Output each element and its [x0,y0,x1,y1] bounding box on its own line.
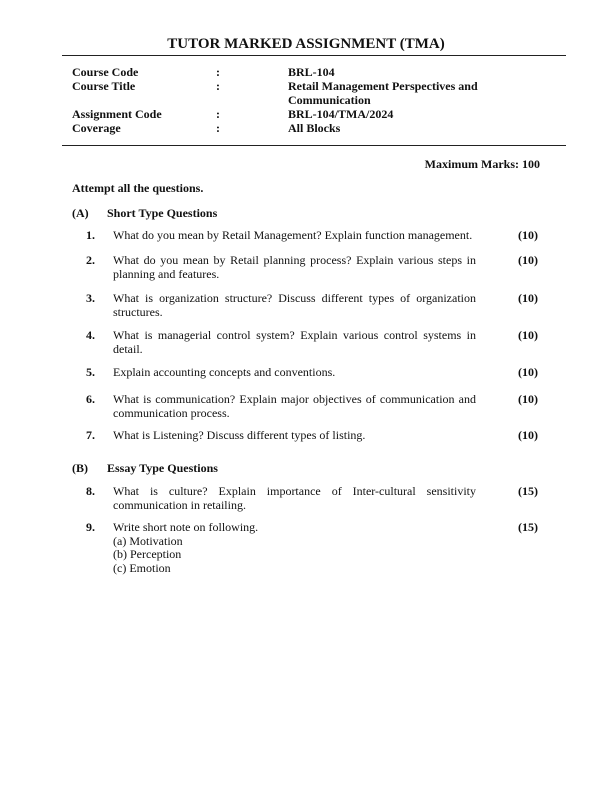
question-marks: (10) [518,228,538,242]
question-number: 5. [86,365,95,379]
question-text: What is culture? Explain importance of Inter-cultural sensitivity communication in retailing. [113,484,476,512]
colon: : [216,121,220,135]
colon: : [216,79,220,93]
coverage-label: Coverage [72,121,121,135]
question-marks: (15) [518,520,538,534]
colon: : [216,107,220,121]
question-number: 8. [86,484,95,498]
question-text: What is communication? Explain major objectives of communication and communication process. [113,392,476,420]
assignment-code-label: Assignment Code [72,107,162,121]
question-number: 7. [86,428,95,442]
question-8 [86,485,538,512]
sub-question-b: (b) Perception [113,547,182,561]
question-6 [86,393,538,420]
question-text: What is managerial control system? Explain various control systems in detail. [113,328,476,356]
course-code-value: BRL-104 [288,65,335,79]
top-divider [62,55,566,56]
question-text: What do you mean by Retail Management? Explain function management. [113,228,473,242]
course-code-label: Course Code [72,65,139,79]
question-marks: (10) [518,365,538,379]
section-b-letter: (B) [72,461,88,475]
question-1 [86,229,538,243]
question-3 [86,292,538,319]
course-info [72,65,552,135]
question-number: 1. [86,228,95,242]
section-b-heading [72,461,218,476]
question-2 [86,254,538,281]
question-text: What is organization structure? Discuss different types of organization structures. [113,291,476,319]
mid-divider [62,145,566,146]
question-number: 2. [86,253,95,267]
question-marks: (10) [518,253,538,267]
colon: : [216,65,220,79]
question-number: 4. [86,328,95,342]
question-5 [86,366,538,380]
course-title-label: Course Title [72,79,136,93]
section-b-title: Essay Type Questions [107,461,218,475]
question-marks: (10) [518,428,538,442]
sub-question-c: (c) Emotion [113,560,171,575]
question-text: What is Listening? Discuss different types of listing. [113,428,366,442]
question-4 [86,329,538,356]
course-title-row [72,79,552,107]
assignment-code-row [72,107,552,121]
question-text: What do you mean by Retail planning process? Explain various steps in planning and features. [113,253,476,281]
question-number: 9. [86,520,95,534]
question-text: Write short note on following. [113,520,259,534]
section-a-heading [72,206,217,221]
page-title: TUTOR MARKED ASSIGNMENT (TMA) [167,36,445,52]
assignment-code-value: BRL-104/TMA/2024 [288,107,394,121]
question-number: 3. [86,291,95,305]
question-text-block [113,521,476,575]
question-7 [86,429,538,443]
coverage-value: All Blocks [288,121,341,135]
question-9 [86,521,538,575]
question-number: 6. [86,392,95,406]
section-a-letter: (A) [72,206,89,220]
course-title-line2: Communication [288,93,371,107]
course-code-row [72,65,552,79]
question-text: Explain accounting concepts and conventions. [113,365,336,379]
coverage-row [72,121,552,135]
question-marks: (15) [518,484,538,498]
maximum-marks: Maximum Marks: 100 [424,157,540,171]
section-a-title: Short Type Questions [107,206,218,220]
question-marks: (10) [518,328,538,342]
course-title-line1: Retail Management Perspectives and [288,79,478,93]
sub-question-a: (a) Motivation [113,533,183,548]
sub-question-list [113,535,476,576]
course-title-value [288,79,508,107]
instructions: Attempt all the questions. [72,181,204,195]
question-marks: (10) [518,291,538,305]
question-marks: (10) [518,392,538,406]
